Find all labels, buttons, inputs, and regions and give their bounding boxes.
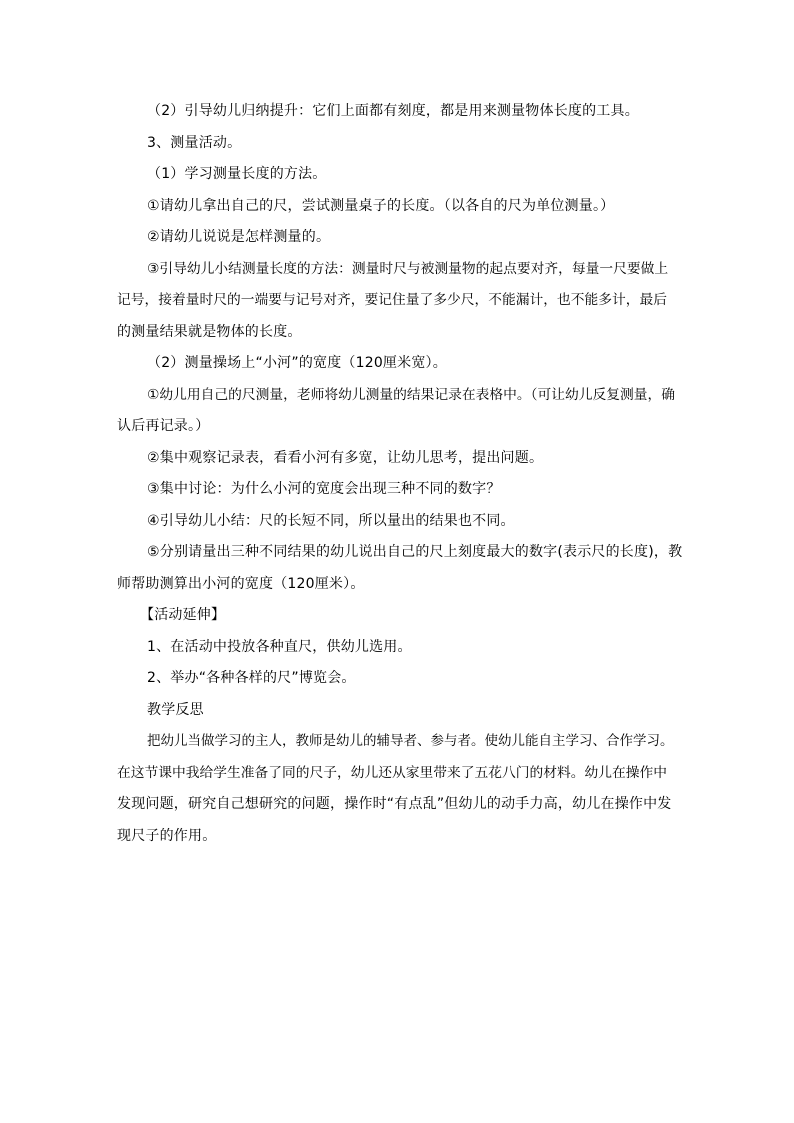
paragraph-step-3-line-1: ③引导幼儿小结测量长度的方法：测量时尺与被测量物的起点要对齐，每量一尺要做上: [147, 261, 669, 277]
paragraph-step-3-line-2: 记号，接着量时尺的一端要与记号对齐，要记住量了多少尺，不能漏计，也不能多计，最后: [117, 292, 668, 308]
paragraph-reflection-line-4: 现尺子的作用。: [117, 828, 217, 844]
paragraph-river-step-5-line-2: 师帮助测算出小河的宽度（120厘米）。: [117, 576, 365, 592]
paragraph-step-3-line-3: 的测量结果就是物体的长度。: [117, 324, 302, 340]
paragraph-extension-2: 2、举办“各种各样的尺”博览会。: [147, 670, 356, 686]
paragraph-step-1: ①请幼儿拿出自己的尺，尝试测量桌子的长度。（以各自的尺为单位测量。）: [147, 198, 615, 214]
heading-activity-extension: 【活动延伸】: [140, 607, 226, 623]
subheading-learn-method: （1）学习测量长度的方法。: [147, 166, 327, 182]
paragraph-reflection-line-1: 把幼儿当做学习的主人，教师是幼儿的辅导者、参与者。使幼儿能自主学习、合作学习。: [147, 733, 674, 749]
heading-teaching-reflection: 教学反思: [147, 702, 204, 718]
paragraph-river-step-5-line-1: ⑤分别请量出三种不同结果的幼儿说出自己的尺上刻度最大的数字(表示尺的长度)，教: [147, 544, 683, 560]
paragraph-river-step-1-line-2: 认后再记录。）: [117, 418, 210, 434]
paragraph-river-step-4: ④引导幼儿小结：尺的长短不同，所以量出的结果也不同。: [147, 513, 515, 529]
paragraph-extension-1: 1、在活动中投放各种直尺，供幼儿选用。: [147, 639, 412, 655]
paragraph-reflection-line-2: 在这节课中我给学生准备了同的尺子，幼儿还从家里带来了五花八门的材料。幼儿在操作中: [117, 765, 668, 781]
paragraph-summary: （2）引导幼儿归纳提升：它们上面都有刻度，都是用来测量物体长度的工具。: [147, 103, 639, 119]
heading-measure-activity: 3、测量活动。: [147, 135, 242, 151]
subheading-measure-river: （2）测量操场上“小河”的宽度（120厘米宽）。: [147, 355, 447, 371]
paragraph-river-step-2: ②集中观察记录表，看看小河有多宽，让幼儿思考，提出问题。: [147, 450, 544, 466]
paragraph-river-step-3: ③集中讨论：为什么小河的宽度会出现三种不同的数字？: [147, 481, 501, 497]
paragraph-step-2: ②请幼儿说说是怎样测量的。: [147, 229, 331, 245]
paragraph-reflection-line-3: 发现问题，研究自己想研究的问题，操作时“有点乱”但幼儿的动手力高，幼儿在操作中发: [117, 796, 672, 812]
paragraph-river-step-1-line-1: ①幼儿用自己的尺测量，老师将幼儿测量的结果记录在表格中。（可让幼儿反复测量，确: [147, 387, 675, 403]
